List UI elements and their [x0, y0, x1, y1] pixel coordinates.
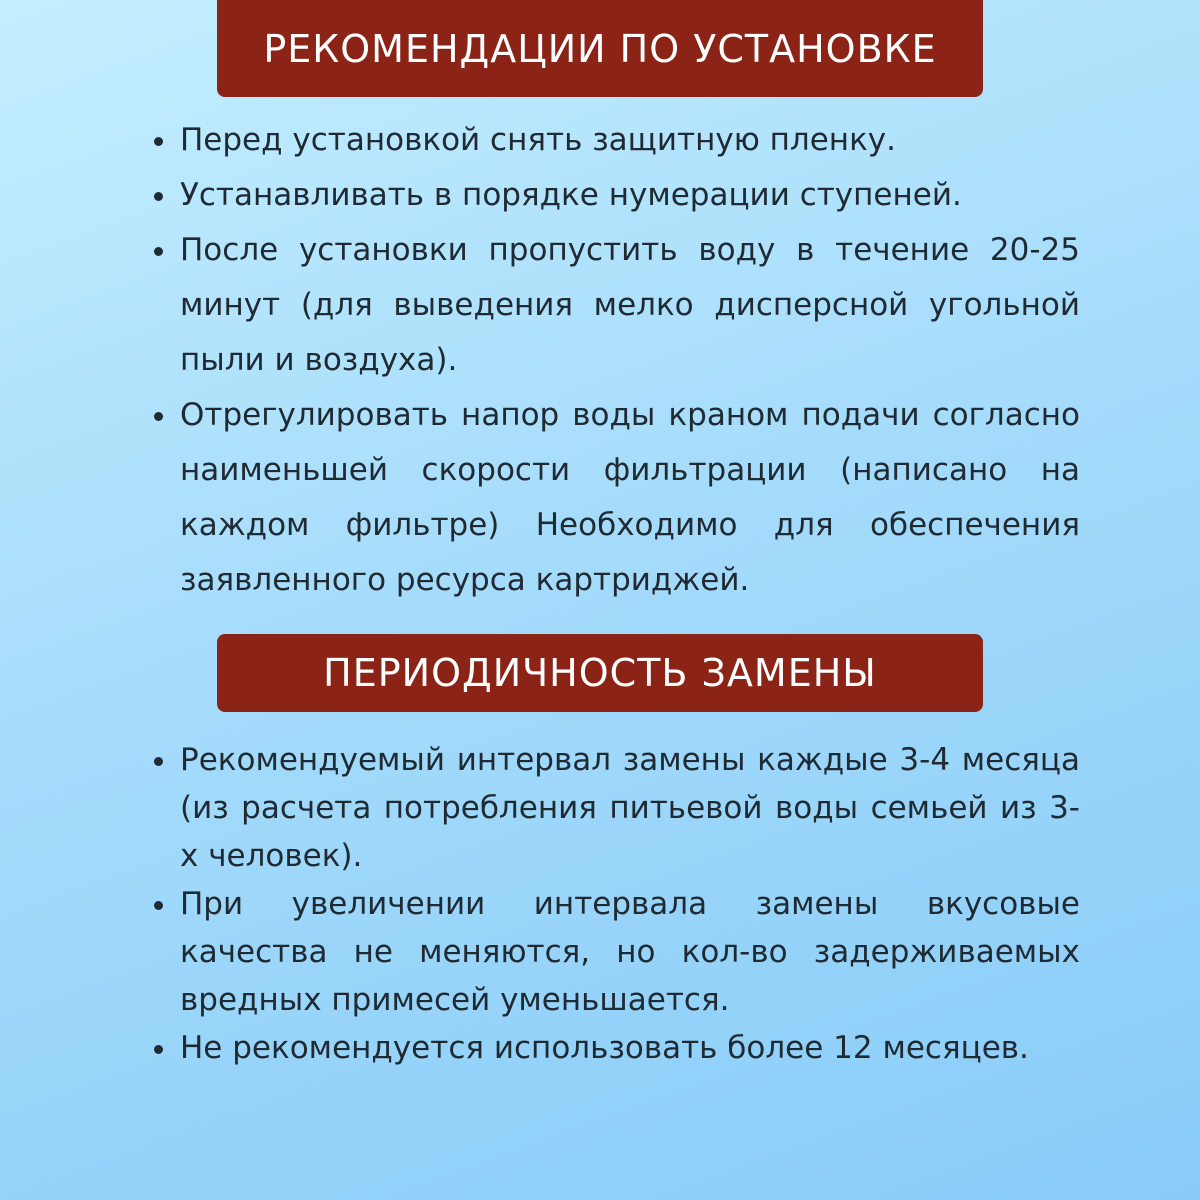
- list-item: [150, 168, 1080, 223]
- list-item: [150, 113, 1080, 168]
- replacement-interval-list: [150, 736, 1080, 1072]
- replacement-heading-banner: [217, 634, 983, 712]
- replacement-heading: ПЕРИОДИЧНОСТЬ ЗАМЕНЫ: [323, 651, 877, 695]
- list-item: [150, 736, 1080, 880]
- list-item-text: Рекомендуемый интервал замены каждые 3-4 месяца (из расчета потребления питьевой воды семьей из 3-х человек).: [180, 742, 1080, 874]
- installation-recommendations-list: [150, 113, 1080, 608]
- list-item-text: Устанавливать в порядке нумерации ступеней.: [180, 177, 962, 213]
- list-item-text: Перед установкой снять защитную пленку.: [180, 122, 896, 158]
- list-item-text: После установки пропустить воду в течение 20-25 минут (для выведения мелко дисперсной угольной пыли и воздуха).: [180, 232, 1080, 378]
- bullet-icon: [154, 1045, 163, 1054]
- bullet-icon: [154, 247, 163, 256]
- list-item: [150, 388, 1080, 608]
- list-item: [150, 880, 1080, 1024]
- installation-heading-banner: [217, 0, 983, 97]
- bullet-icon: [154, 901, 163, 910]
- bullet-icon: [154, 757, 163, 766]
- installation-heading: РЕКОМЕНДАЦИИ ПО УСТАНОВКЕ: [263, 26, 937, 71]
- list-item-text: При увеличении интервала замены вкусовые качества не меняются, но кол-во задерживаемых вредных примесей уменьшается.: [180, 886, 1080, 1018]
- list-item-text: Не рекомендуется использовать более 12 месяцев.: [180, 1030, 1029, 1066]
- bullet-icon: [154, 192, 163, 201]
- list-item: [150, 1024, 1080, 1072]
- list-item-text: Отрегулировать напор воды краном подачи согласно наименьшей скорости фильтрации (написано на каждом фильтре) Необходимо для обеспечения заявленного ресурса картриджей.: [180, 397, 1080, 598]
- bullet-icon: [154, 412, 163, 421]
- bullet-icon: [154, 137, 163, 146]
- list-item: [150, 223, 1080, 388]
